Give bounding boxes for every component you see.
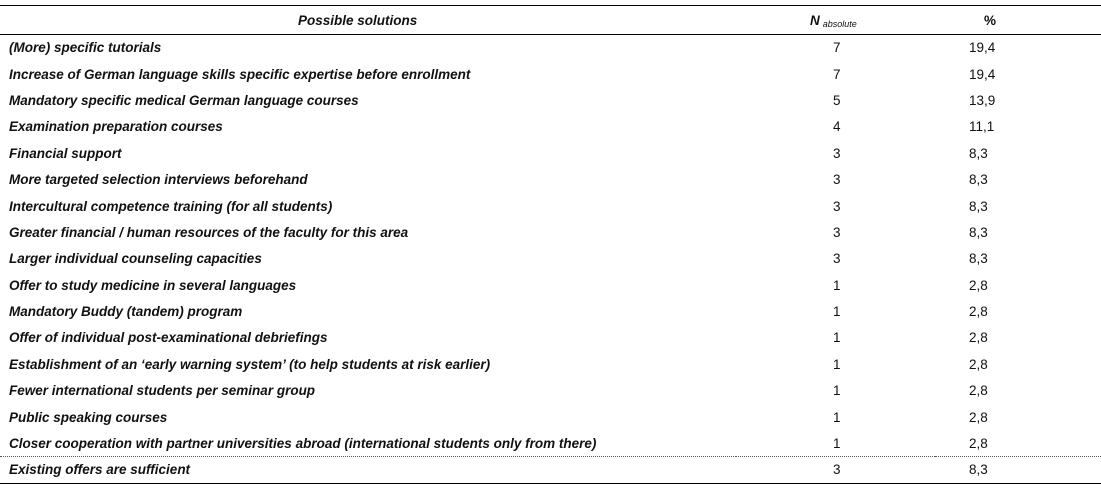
- table-row: [0, 193, 1101, 219]
- header-row: [0, 6, 1101, 35]
- percent-cell: 2,8: [969, 435, 988, 451]
- table-row: [0, 166, 1101, 192]
- table-row-existing-offers: [0, 457, 1101, 483]
- n-cell: 3: [833, 251, 841, 267]
- solution-cell: Fewer international students per seminar group: [9, 383, 316, 399]
- n-cell: 7: [833, 40, 841, 56]
- header-possible-solutions: Possible solutions: [0, 6, 736, 35]
- n-cell: 1: [833, 409, 841, 425]
- solution-cell: Greater financial / human resources of the faculty for this area: [9, 224, 409, 240]
- table-row: [0, 219, 1101, 245]
- solutions-table: [0, 5, 1101, 484]
- table-row: [0, 140, 1101, 166]
- percent-cell: 8,3: [935, 457, 1101, 483]
- percent-cell: 2,8: [969, 409, 988, 425]
- percent-cell: 19,4: [969, 40, 996, 56]
- table-row: [0, 325, 1101, 351]
- percent-cell: 8,3: [969, 251, 988, 267]
- percent-cell: 2,8: [969, 277, 988, 293]
- header-percent: %: [935, 6, 1101, 35]
- n-cell: 1: [833, 383, 841, 399]
- n-cell: 1: [833, 356, 841, 372]
- n-cell: 1: [833, 330, 841, 346]
- solution-cell: Increase of German language skills specific expertise before enrollment: [9, 66, 471, 82]
- percent-cell: 2,8: [969, 383, 988, 399]
- percent-cell: 11,1: [969, 119, 995, 135]
- table-body: [0, 35, 1101, 484]
- solution-cell: Mandatory specific medical German language courses: [9, 92, 359, 108]
- table-row: [0, 351, 1101, 377]
- header-n-absolute: [736, 6, 935, 35]
- percent-cell: 8,3: [969, 198, 988, 214]
- solution-cell: Offer to study medicine in several languages: [9, 277, 297, 293]
- percent-cell: 2,8: [969, 356, 988, 372]
- percent-cell: 8,3: [969, 224, 988, 240]
- header-n-main: N: [810, 12, 820, 28]
- percent-cell: 8,3: [969, 172, 988, 188]
- solution-cell: Mandatory Buddy (tandem) program: [9, 304, 243, 320]
- n-cell: 3: [833, 172, 841, 188]
- solution-cell: Offer of individual post-examinational debriefings: [9, 330, 328, 346]
- n-cell: 1: [833, 277, 841, 293]
- n-cell: 3: [833, 224, 841, 240]
- table-header: [0, 6, 1101, 35]
- table-row: [0, 246, 1101, 272]
- table-row: [0, 114, 1101, 140]
- n-cell: 4: [833, 119, 841, 135]
- solution-cell: Existing offers are sufficient: [0, 457, 736, 483]
- percent-cell: 13,9: [969, 92, 996, 108]
- percent-cell: 2,8: [969, 304, 988, 320]
- table-row: [0, 87, 1101, 113]
- solution-cell: (More) specific tutorials: [9, 40, 162, 56]
- table-row: [0, 35, 1101, 61]
- table-row: [0, 404, 1101, 430]
- solution-cell: Closer cooperation with partner universities abroad (international students only from there): [9, 435, 597, 451]
- n-cell: 1: [833, 435, 841, 451]
- solution-cell: Examination preparation courses: [9, 119, 223, 135]
- header-n-subscript: absolute: [822, 18, 857, 29]
- percent-cell: 2,8: [969, 330, 988, 346]
- solution-cell: Intercultural competence training (for all students): [9, 198, 333, 214]
- n-cell: 7: [833, 66, 841, 82]
- solution-cell: Establishment of an ‘early warning system’ (to help students at risk earlier): [9, 356, 491, 372]
- table-row: [0, 61, 1101, 87]
- table-row: [0, 430, 1101, 456]
- solution-cell: Larger individual counseling capacities: [9, 251, 262, 267]
- table-row: [0, 298, 1101, 324]
- n-cell: 3: [833, 198, 841, 214]
- percent-cell: 8,3: [969, 145, 988, 161]
- n-cell: 5: [833, 92, 841, 108]
- solution-cell: Public speaking courses: [9, 409, 168, 425]
- table-row: [0, 378, 1101, 404]
- n-cell: 3: [736, 457, 935, 483]
- percent-cell: 19,4: [969, 66, 996, 82]
- solution-cell: More targeted selection interviews beforehand: [9, 172, 308, 188]
- n-cell: 3: [833, 145, 841, 161]
- solution-cell: Financial support: [9, 145, 122, 161]
- table-row: [0, 272, 1101, 298]
- n-cell: 1: [833, 304, 841, 320]
